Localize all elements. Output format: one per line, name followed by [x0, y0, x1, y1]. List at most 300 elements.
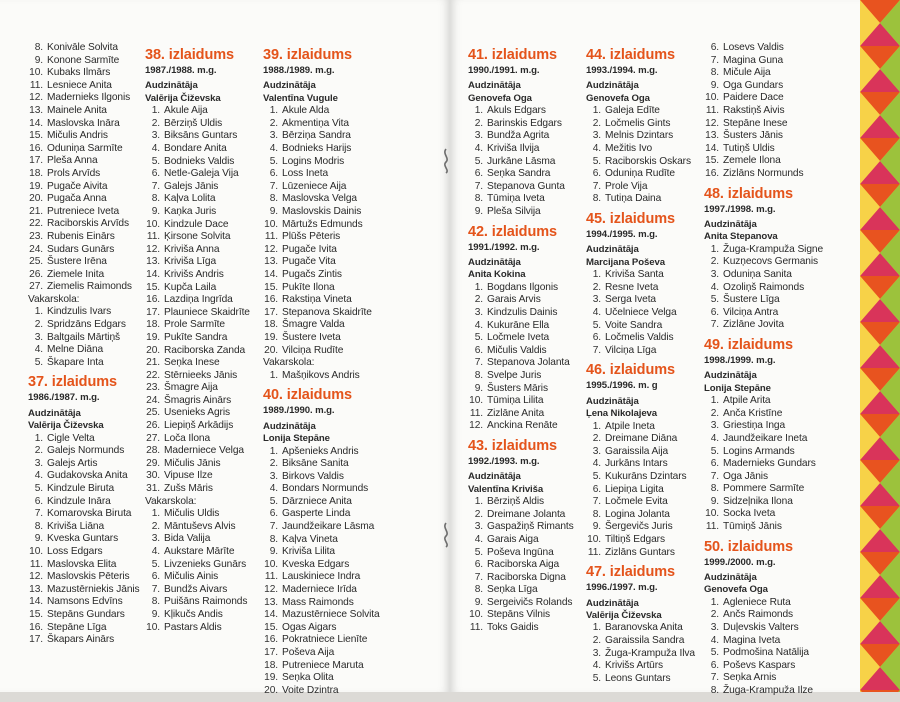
list-item — [586, 622, 695, 635]
list-item — [145, 596, 250, 609]
list-item — [145, 458, 250, 471]
item-number: 12. — [264, 243, 278, 255]
item-number: 13. — [264, 256, 278, 268]
student-name: Žuga-Krampuža Ilze — [723, 685, 813, 697]
student-name: Maderniece Velga — [164, 445, 244, 457]
list-item — [28, 80, 140, 93]
item-number: 4. — [710, 432, 719, 444]
student-name: Konivāle Solvita — [47, 42, 118, 53]
item-number: 20. — [29, 193, 43, 205]
item-number: 15. — [146, 281, 160, 293]
list-item — [704, 118, 823, 131]
item-number: 2. — [269, 458, 278, 470]
list-item — [586, 181, 695, 194]
student-name: Tūmiņa Iveta — [487, 193, 545, 205]
teacher-name: Lonija Stepāne — [263, 433, 330, 445]
student-name: Bērziņš Aldis — [487, 496, 545, 508]
item-number: 19. — [146, 331, 160, 343]
list-item — [263, 483, 380, 496]
list-item — [28, 584, 140, 597]
student-name: Anckina Renāte — [487, 420, 558, 432]
item-number: 4. — [269, 483, 278, 495]
student-name: Pugače Vita — [282, 256, 336, 268]
student-name: Prole Vija — [605, 180, 648, 192]
item-number: 2. — [592, 433, 601, 445]
student-name: Dārzniece Anita — [282, 495, 352, 507]
student-name: Zizlāne Jovita — [723, 319, 784, 331]
list-item — [586, 648, 695, 661]
student-name: Oga Jānis — [723, 470, 768, 482]
student-name: Šergevičs Juris — [605, 521, 673, 533]
student-name: Stepanova Gunta — [487, 180, 565, 192]
student-name: Akmentiņa Vita — [282, 117, 349, 129]
student-name: Rubenis Einārs — [47, 230, 115, 242]
list-item — [704, 269, 823, 282]
list-item — [704, 420, 823, 433]
item-number: 3. — [710, 622, 719, 634]
student-name: Dreimane Diāna — [605, 433, 678, 445]
item-number: 1. — [710, 395, 719, 407]
list-item — [28, 596, 140, 609]
item-number: 14. — [146, 268, 160, 280]
student-name: Sergeivičs Rolands — [487, 596, 573, 608]
list-item — [263, 244, 380, 257]
student-name: Ločmele Evita — [605, 496, 668, 508]
item-number: 7. — [710, 319, 719, 331]
item-number: 8. — [474, 369, 483, 381]
list-item — [28, 181, 140, 194]
section-heading: 43. izlaidums — [468, 437, 557, 454]
student-name: Ločmelis Valdis — [605, 332, 674, 344]
list-item — [704, 294, 823, 307]
item-number: 7. — [474, 357, 483, 369]
school-year: 1990./1991. m.g. — [468, 65, 540, 76]
list-item — [704, 80, 823, 93]
list-item — [263, 319, 380, 332]
list-item — [263, 345, 380, 358]
teacher-role-label: Audzinātāja — [586, 80, 639, 92]
list-item — [263, 332, 380, 345]
item-number: 9. — [592, 521, 601, 533]
student-name: Šmagre Valda — [282, 319, 345, 331]
item-number: 17. — [29, 634, 43, 646]
student-name: Barinskis Edgars — [487, 117, 562, 129]
item-number: 19. — [264, 331, 278, 343]
item-number: 2. — [474, 117, 483, 129]
item-number: 6. — [474, 344, 483, 356]
school-year: 1991./1992. m.g. — [468, 241, 540, 253]
item-number: 7. — [269, 180, 278, 192]
item-number: 5. — [474, 546, 483, 558]
teacher-role-label: Audzinātāja — [586, 395, 639, 407]
item-number: 4. — [474, 533, 483, 545]
student-name: Bida Valija — [164, 533, 211, 545]
item-number: 21. — [29, 205, 43, 217]
student-name: Galejs Jānis — [164, 180, 219, 192]
teacher-role-label: Audzinātāja — [586, 244, 639, 256]
list-item — [145, 395, 250, 408]
section-heading: 45. izlaidums — [586, 210, 675, 227]
student-name: Stepanova Skaidrīte — [282, 306, 372, 318]
section-heading: 41. izlaidums — [468, 47, 557, 63]
list-item — [28, 281, 140, 294]
list-item — [263, 672, 380, 685]
student-name: Leons Guntars — [605, 672, 671, 684]
student-name: Ločmelis Gints — [605, 117, 671, 129]
list-item — [586, 433, 695, 446]
item-number: 12. — [705, 117, 719, 129]
list-item — [263, 294, 380, 307]
student-name: Duļevskis Valters — [723, 622, 799, 634]
item-number: 8. — [592, 193, 601, 205]
teacher-name: Genovefa Oga — [586, 92, 650, 104]
student-name: Agleniece Ruta — [723, 596, 791, 608]
item-number: 3. — [269, 130, 278, 142]
student-name: Maslovska Ināra — [47, 117, 120, 129]
item-number: 3. — [710, 420, 719, 432]
teacher-name: Ļena Nikolajeva — [586, 408, 658, 420]
evening-school-label: Vakarskola: — [145, 495, 197, 507]
student-name: Baltgails Mārtiņš — [47, 331, 121, 343]
student-name: Seņka Inese — [164, 357, 220, 369]
list-item — [704, 55, 823, 68]
student-name: Plūšs Pēteris — [282, 231, 341, 243]
list-item — [468, 294, 574, 307]
student-name: Svelpe Juris — [487, 369, 542, 381]
item-number: 4. — [592, 306, 601, 318]
teacher-role-label: Audzinātāja — [704, 370, 757, 382]
item-number: 5. — [710, 647, 719, 659]
column-2 — [145, 42, 250, 638]
list-item — [468, 547, 574, 560]
item-number: 10. — [587, 533, 601, 545]
list-item — [28, 143, 140, 156]
item-number: 9. — [269, 205, 278, 217]
list-item — [28, 218, 140, 231]
list-item — [28, 256, 140, 269]
item-number: 2. — [474, 508, 483, 520]
list-item — [586, 673, 695, 686]
item-number: 7. — [474, 571, 483, 583]
section-heading: 37. izlaidums — [28, 374, 117, 391]
item-number: 6. — [710, 458, 719, 470]
student-name: Kaņka Juris — [164, 205, 217, 217]
list-item — [263, 622, 380, 635]
item-number: 2. — [710, 407, 719, 419]
list-item — [586, 320, 695, 333]
list-item — [145, 181, 250, 194]
student-name: Resne Iveta — [605, 281, 659, 293]
student-name: Vilciņa Līga — [605, 344, 657, 356]
student-name: Mass Raimonds — [282, 596, 354, 608]
list-item — [704, 609, 823, 622]
student-name: Garaissila Sandra — [605, 634, 685, 646]
item-number: 1. — [592, 269, 601, 281]
list-item — [704, 446, 823, 459]
item-number: 5. — [710, 445, 719, 457]
list-item — [704, 244, 823, 257]
item-number: 5. — [474, 155, 483, 167]
student-name: Raciborskis Arvīds — [47, 218, 129, 230]
item-number: 5. — [592, 155, 601, 167]
student-name: Maslovska Velga — [282, 193, 357, 205]
list-item — [145, 559, 250, 572]
item-number: 3. — [151, 533, 160, 545]
list-item — [145, 609, 250, 622]
list-item — [263, 471, 380, 484]
item-number: 2. — [474, 294, 483, 306]
list-item — [145, 445, 250, 458]
student-name: Mičulis Uldis — [164, 508, 220, 520]
item-number: 11. — [146, 231, 160, 243]
student-name: Liepiņš Arkādijs — [164, 420, 234, 432]
list-item — [704, 685, 823, 698]
student-name: Bērziņš Uldis — [164, 117, 223, 129]
item-number: 14. — [29, 596, 43, 608]
student-name: Mežitis Ivo — [605, 143, 653, 154]
item-number: 15. — [29, 130, 43, 142]
teacher-role-label: Audzinātāja — [468, 80, 521, 92]
list-item — [468, 584, 574, 597]
school-year: 1999./2000. m.g. — [704, 556, 776, 568]
list-item — [468, 597, 574, 610]
school-year: 1992./1993. m.g. — [468, 455, 540, 467]
list-item — [586, 496, 695, 509]
list-item — [468, 521, 574, 534]
item-number: 1. — [474, 496, 483, 508]
list-item — [468, 509, 574, 522]
item-number: 14. — [705, 142, 719, 154]
item-number: 10. — [29, 546, 43, 557]
student-name: Kukurāne Ella — [487, 319, 550, 331]
item-number: 7. — [34, 508, 43, 520]
student-name: Gudakovska Anita — [47, 470, 128, 482]
item-number: 5. — [269, 495, 278, 507]
item-number: 19. — [264, 672, 278, 684]
list-item — [468, 622, 574, 635]
item-number: 14. — [29, 117, 43, 129]
item-number: 9. — [474, 205, 483, 217]
list-item — [468, 408, 574, 421]
class-section — [263, 387, 380, 697]
student-name: Kriviša Anna — [164, 243, 220, 255]
item-number: 9. — [151, 205, 160, 217]
student-name: Tutiņš Uldis — [723, 142, 775, 154]
student-name: Pommere Sarmīte — [723, 483, 805, 495]
item-number: 16. — [705, 167, 719, 179]
item-number: 18. — [264, 659, 278, 671]
list-item — [28, 521, 140, 534]
student-name: Raciborska Digna — [487, 571, 566, 583]
student-name: Kriviša Līga — [164, 256, 217, 268]
evening-school-label: Vakarskola: — [263, 357, 315, 369]
student-name: Raciborskis Oskars — [605, 155, 691, 167]
item-number: 29. — [146, 457, 160, 469]
student-name: Logina Jolanta — [605, 508, 670, 520]
list-item — [263, 496, 380, 509]
item-number: 25. — [146, 407, 160, 419]
item-number: 24. — [146, 394, 160, 406]
student-name: Loča Ilona — [164, 432, 211, 444]
item-number: 6. — [151, 571, 160, 583]
list-item — [28, 609, 140, 622]
student-name: Zušs Māris — [164, 483, 213, 495]
item-number: 10. — [705, 92, 719, 104]
list-item — [28, 571, 140, 584]
item-number: 5. — [592, 470, 601, 482]
item-number: 5. — [151, 155, 160, 167]
student-name: Voite Sandra — [605, 319, 663, 331]
student-name: Seņka Arnis — [723, 672, 777, 684]
list-item — [704, 483, 823, 496]
list-item — [145, 470, 250, 483]
item-number: 5. — [151, 558, 160, 570]
student-name: Loss Edgars — [47, 546, 103, 557]
item-number: 20. — [264, 684, 278, 696]
item-number: 6. — [269, 508, 278, 520]
teacher-name: Genovefa Oga — [704, 584, 768, 596]
list-item — [586, 635, 695, 648]
list-item — [28, 332, 140, 345]
item-number: 16. — [29, 621, 43, 633]
list-item — [28, 244, 140, 257]
student-name: Akuls Edgars — [487, 105, 546, 117]
column-3 — [263, 42, 380, 701]
item-number: 8. — [474, 584, 483, 596]
item-number: 11. — [29, 79, 43, 91]
item-number: 10. — [29, 67, 43, 79]
school-year: 1997./1998. m.g. — [704, 203, 776, 215]
class-section — [468, 47, 574, 219]
class-section — [263, 47, 380, 382]
list-item — [586, 660, 695, 673]
item-number: 2. — [710, 256, 719, 268]
list-item — [263, 647, 380, 660]
student-name: Maderniece Irīda — [282, 584, 357, 596]
list-item — [145, 244, 250, 257]
list-item — [145, 156, 250, 169]
student-name: Šusters Māris — [487, 382, 548, 394]
list-item — [145, 319, 250, 332]
list-item — [586, 521, 695, 534]
student-name: Zizlāns Guntars — [605, 546, 675, 558]
list-item — [263, 156, 380, 169]
student-name: Putreniece Maruta — [282, 659, 364, 671]
list-item — [145, 118, 250, 131]
student-name: Lesniece Anita — [47, 79, 112, 91]
item-number: 18. — [29, 167, 43, 179]
list-item — [263, 231, 380, 244]
student-name: Kindzule Ināra — [47, 495, 111, 507]
item-number: 30. — [146, 470, 160, 482]
class-section — [28, 42, 140, 369]
student-name: Bērziņa Sandra — [282, 130, 351, 142]
class-section — [468, 224, 574, 433]
student-name: Poševs Kaspars — [723, 659, 796, 671]
item-number: 17. — [264, 647, 278, 658]
item-number: 12. — [264, 584, 278, 596]
item-number: 1. — [269, 445, 278, 457]
item-number: 5. — [34, 483, 43, 495]
item-number: 8. — [34, 520, 43, 532]
list-item — [586, 471, 695, 484]
list-item — [586, 509, 695, 522]
student-name: Ziemele Inita — [47, 268, 105, 280]
student-name: Bogdans Ilgonis — [487, 281, 558, 293]
student-name: Biksāns Guntars — [164, 130, 238, 142]
list-item — [145, 143, 250, 156]
item-number: 1. — [269, 105, 278, 117]
item-number: 17. — [146, 306, 160, 318]
student-name: Ķirsone Solvita — [164, 231, 231, 243]
student-name: Mičulis Jānis — [164, 457, 221, 469]
student-name: Krivišs Artūrs — [605, 660, 664, 672]
item-number: 1. — [592, 622, 601, 634]
list-item — [468, 193, 574, 206]
item-number: 8. — [592, 508, 601, 520]
student-name: Namsons Edvīns — [47, 596, 123, 608]
section-heading: 48. izlaidums — [704, 185, 793, 202]
item-number: 8. — [474, 193, 483, 205]
list-item — [704, 622, 823, 635]
item-number: 11. — [469, 407, 483, 419]
student-name: Socka Iveta — [723, 508, 776, 520]
list-item — [145, 105, 250, 118]
list-item — [145, 282, 250, 295]
item-number: 2. — [710, 609, 719, 621]
column-1 — [28, 42, 140, 651]
student-name: Zemele Ilona — [723, 155, 781, 167]
student-name: Ozoliņš Raimonds — [723, 281, 805, 293]
item-number: 10. — [146, 621, 160, 633]
list-item — [468, 609, 574, 622]
list-item — [704, 130, 823, 143]
item-number: 7. — [710, 54, 719, 66]
student-name: Garaissila Aija — [605, 445, 669, 457]
item-number: 3. — [151, 130, 160, 142]
item-number: 6. — [474, 168, 483, 180]
student-name: Mainele Anita — [47, 104, 107, 116]
list-item — [145, 571, 250, 584]
student-name: Toks Gaidis — [487, 622, 539, 634]
list-item — [28, 319, 140, 332]
column-6 — [704, 42, 823, 702]
list-item — [263, 559, 380, 572]
list-item — [145, 219, 250, 232]
student-name: Oduniņa Sanita — [723, 268, 792, 280]
student-name: Škapare Inta — [47, 356, 104, 368]
item-number: 1. — [474, 105, 483, 117]
item-number: 9. — [474, 382, 483, 394]
list-item — [468, 320, 574, 333]
list-item — [468, 357, 574, 370]
item-number: 1. — [710, 243, 719, 255]
student-name: Putreniece Iveta — [47, 205, 120, 217]
list-item — [704, 647, 823, 660]
list-item — [28, 533, 140, 546]
decorative-pattern — [860, 0, 900, 692]
student-name: Učelniece Velga — [605, 306, 677, 318]
list-item — [586, 332, 695, 345]
list-item — [28, 634, 140, 647]
item-number: 31. — [146, 483, 160, 495]
list-item — [263, 609, 380, 622]
item-number: 15. — [264, 621, 278, 633]
student-name: Stērnieeks Jānis — [164, 369, 238, 381]
list-item — [468, 307, 574, 320]
list-item — [704, 395, 823, 408]
list-item — [468, 206, 574, 219]
